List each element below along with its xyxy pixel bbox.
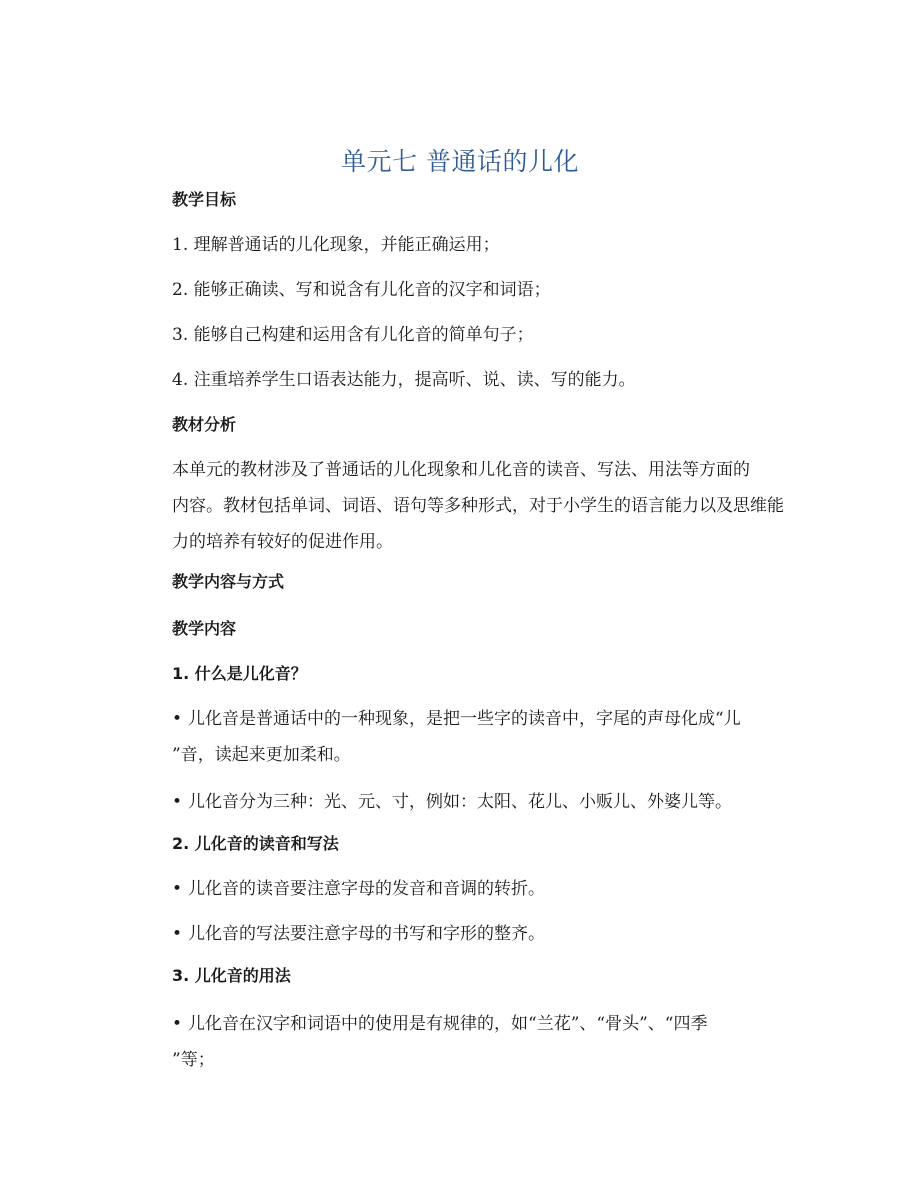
- goal-item-3: 3. 能够自己构建和运用含有儿化音的简单句子；: [172, 325, 534, 345]
- goal-item-4: 4. 注重培养学生口语表达能力，提高听、说、读、写的能力。: [172, 370, 636, 390]
- heading-erhua-reading-writing: 2. 儿化音的读音和写法: [172, 834, 339, 853]
- list-item-continuation: ”音，读起来更加柔和。: [172, 745, 351, 765]
- list-item-text: 儿化音分为三种：光、元、寸，例如：太阳、花儿、小贩儿、外婆儿等。: [188, 792, 733, 812]
- goal-item-1: 1. 理解普通话的儿化现象，并能正确运用；: [172, 235, 500, 255]
- list-item: [172, 701, 788, 773]
- list-item-text: 儿化音的读音要注意字母的发音和音调的转折。: [188, 879, 546, 899]
- bullet-icon: •: [172, 792, 183, 812]
- bullet-icon: •: [172, 1014, 183, 1034]
- bullet-icon: •: [172, 924, 183, 944]
- goal-item-2: 2. 能够正确读、写和说含有儿化音的汉字和词语；: [172, 280, 551, 300]
- analysis-line-1: 本单元的教材涉及了普通话的儿化现象和儿化音的读音、写法、用法等方面的: [172, 460, 750, 480]
- analysis-paragraph: [172, 452, 788, 560]
- analysis-line-3: 力的培养有较好的促进作用。: [172, 532, 393, 552]
- list-item: [172, 871, 788, 907]
- list-item: [172, 784, 788, 820]
- heading-teaching-goals: 教学目标: [172, 190, 237, 209]
- bullet-icon: •: [172, 879, 183, 899]
- heading-what-is-erhua: 1. 什么是儿化音？: [172, 664, 307, 683]
- document-title: 单元七 普通话的儿化: [341, 147, 579, 176]
- list-item-text: 儿化音在汉字和词语中的使用是有规律的，如“兰花”、“骨头”、“四季: [188, 1014, 708, 1034]
- heading-erhua-usage: 3. 儿化音的用法: [172, 966, 291, 985]
- list-item-continuation: ”等；: [172, 1050, 215, 1070]
- list-item: [172, 1006, 788, 1078]
- heading-material-analysis: 教材分析: [172, 415, 237, 434]
- bullet-icon: •: [172, 709, 183, 729]
- list-item-text: 儿化音的写法要注意字母的书写和字形的整齐。: [188, 924, 546, 944]
- analysis-line-2: 内容。教材包括单词、词语、语句等多种形式，对于小学生的语言能力以及思维能: [172, 496, 784, 516]
- list-item: [172, 916, 788, 952]
- heading-teaching-content: 教学内容: [172, 619, 237, 638]
- heading-content-and-method: 教学内容与方式: [172, 572, 285, 591]
- list-item-text: 儿化音是普通话中的一种现象，是把一些字的读音中，字尾的声母化成“儿: [188, 709, 741, 729]
